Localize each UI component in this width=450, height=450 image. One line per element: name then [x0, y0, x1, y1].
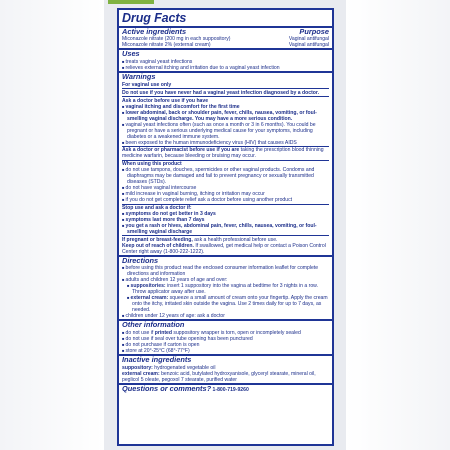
active-ingredients-heading: Active ingredients: [122, 26, 187, 36]
ingredient-row: Miconazole nitrate (200 mg in each suppository) Vaginal antifungal: [122, 36, 329, 43]
ingredient-row: Miconazole nitrate 2% (external cream) Vaginal antifungal: [122, 42, 329, 49]
cream-ingredients: external cream: benzoic acid, butylated hydroxyanisole, glyceryl stearate, mineral oil, peglicol 5 oleate, pegoxol 7 stearate, purified water: [122, 370, 316, 383]
list-item: ■ external cream: squeeze a small amount of cream onto your fingertip. Apply the cream onto the itchy, irritated skin outside the vagina. Use 2 times daily for up to 7 days, as needed.: [122, 295, 329, 313]
stop-use-heading: Stop use and ask a doctor if:: [122, 204, 192, 211]
list-item: ■ do not use if seal over tube opening has been punctured: [122, 336, 329, 342]
list-item: ■ vaginal yeast infections often (such as once a month or 3 in 6 months). You could be pregnant or have a serious underlying medical cause for your symptoms, including diabetes or a weakened immune system.: [122, 122, 329, 140]
warnings-heading: Warnings: [122, 72, 156, 82]
uses-heading: Uses: [122, 49, 140, 59]
list-item: ■ been exposed to the human immunodeficiency virus (HIV) that causes AIDS: [122, 140, 329, 146]
list-item: ■ adults and children 12 years of age and over:: [122, 277, 329, 283]
drug-facts-title: Drug Facts: [122, 11, 187, 25]
list-item: ■ lower abdominal, back or shoulder pain, fever, chills, nausea, vomiting, or foul-smelling vaginal discharge. You may have a more serious condition.: [122, 110, 329, 122]
directions-heading: Directions: [122, 255, 159, 265]
list-item: ■ before using this product read the enclosed consumer information leaflet for complete directions and information: [122, 265, 329, 277]
list-item: ■ do not use tampons, douches, spermicides or other vaginal products. Condoms and diaphragms may be damaged and fail to prevent pregnancy or sexually transmitted diseases (STDs).: [122, 167, 329, 185]
warnings-section: [119, 73, 332, 255]
list-item: ■ mild increase in vaginal burning, itching or irritation may occur: [122, 191, 329, 197]
directions-section: [119, 257, 332, 320]
questions-section: [119, 385, 332, 394]
list-item: ■ treats vaginal yeast infections: [122, 59, 329, 65]
left-carton-edge: [0, 0, 104, 450]
list-item: ■ if you do not get complete relief ask a doctor before using another product: [122, 197, 329, 203]
list-item: ■ symptoms last more than 7 days: [122, 217, 329, 223]
purpose-heading: Purpose: [299, 26, 329, 36]
list-item: ■ do not use if printed suppository wrapper is torn, open or incompletely sealed: [122, 330, 329, 336]
inactive-ingredients-heading: Inactive ingredients: [122, 355, 192, 365]
list-item: ■ symptoms do not get better in 3 days: [122, 211, 329, 217]
vaginal-use-only: For vaginal use only: [122, 81, 172, 88]
when-using-heading: When using this product: [122, 161, 182, 168]
list-item: ■ relieves external itching and irritation due to a vaginal yeast infection: [122, 65, 329, 71]
other-information-section: [119, 321, 332, 354]
phone-number: 1-800-719-9260: [212, 386, 249, 393]
ask-doctor-heading: Ask a doctor before use if you have: [122, 97, 209, 104]
green-accent-tab: [108, 0, 154, 4]
do-not-use-warning: Do not use if you have never had a vaginal yeast infection diagnosed by a doctor.: [122, 89, 320, 96]
list-item: ■ do not have vaginal intercourse: [122, 185, 329, 191]
list-item: ■ vaginal itching and discomfort for the first time: [122, 104, 329, 110]
list-item: ■ children under 12 years of age: ask a doctor: [122, 313, 329, 319]
active-ingredients-section: [119, 28, 332, 49]
inactive-ingredients-section: [119, 356, 332, 383]
list-item: ■ you get a rash or hives, abdominal pain, fever, chills, nausea, vomiting, or foul-smelling vaginal discharge: [122, 223, 329, 235]
list-item: ■ suppositories: insert 1 suppository into the vagina at bedtime for 3 nights in a row. Throw applicator away after use.: [122, 283, 329, 295]
suppository-ingredients: suppository: hydrogenated vegetable oil: [122, 364, 216, 371]
drug-facts-panel: [117, 8, 334, 446]
list-item: ■ store at 20°-25°C (68°-77°F): [122, 348, 329, 354]
questions-heading: Questions or comments?: [122, 383, 212, 393]
pharmacist-warning: Ask a doctor or pharmacist before use if you are taking the prescription blood thinning medicine warfarin, because bleeding or bruising may occur.: [122, 147, 324, 160]
other-information-heading: Other information: [122, 320, 185, 330]
right-carton-edge: [346, 0, 450, 450]
keep-out-of-reach: Keep out of reach of children. If swallowed, get medical help or contact a Poison Control Center right away (1-800-222-1222).: [122, 242, 326, 255]
pregnancy-warning: If pregnant or breast-feeding, ask a health professional before use.: [122, 236, 278, 243]
list-item: ■ do not purchase if carton is open: [122, 342, 329, 348]
uses-section: [119, 50, 332, 71]
